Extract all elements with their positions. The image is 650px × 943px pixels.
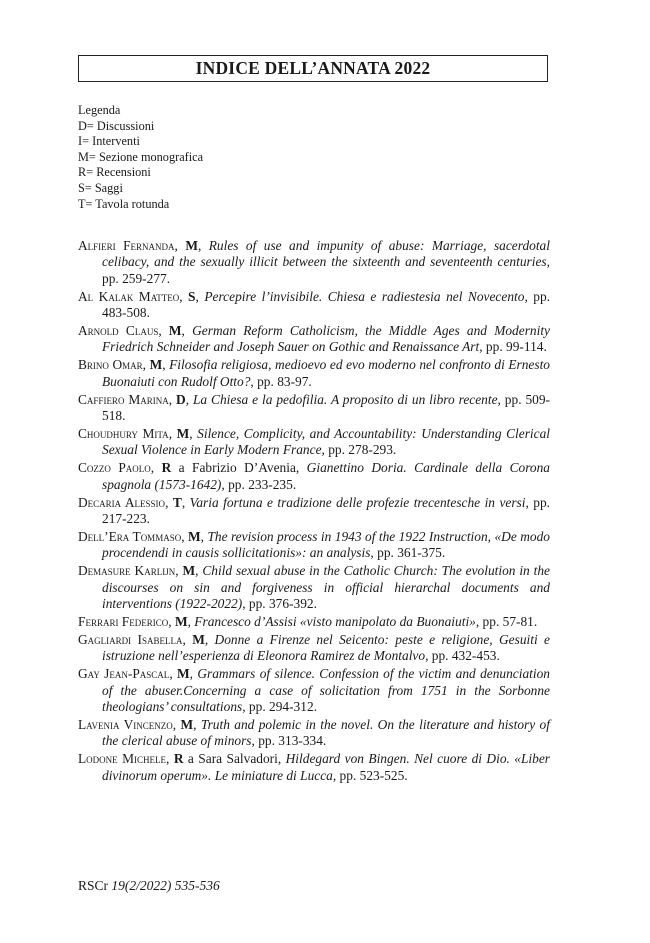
index-entries xyxy=(78,238,550,786)
volume-pages: 19(2/2022) 535-536 xyxy=(111,878,220,893)
entry-pages: , pp. 217-223. xyxy=(102,494,551,526)
entry-author: Cozzo Paolo xyxy=(78,460,151,476)
index-entry: Ferrari Federico, M, Francesco d’Assisi «visto manipolato da Buonaiuti», pp. 57-81. xyxy=(78,613,538,629)
entry-author: Brino Omar xyxy=(78,357,143,373)
entry-author: Dell’Era Tommaso xyxy=(78,528,182,544)
entry-section: R xyxy=(161,460,172,476)
entry-section: M xyxy=(188,528,201,544)
index-entry: Brino Omar, M, Filosofia religiosa, medioevo ed evo moderno nel confronto di Ernesto Buonaiuti con Rudolf Otto?, pp. 83-97. xyxy=(78,357,550,389)
entry-section: M xyxy=(168,323,182,339)
entry-author: Lavenia Vincenzo xyxy=(78,716,173,732)
entry-pages: , pp. 57-81. xyxy=(475,613,538,629)
entry-work: Francesco d’Assisi «visto manipolato da Buonaiuti» xyxy=(194,613,476,629)
index-entry: Lavenia Vincenzo, M, Truth and polemic in the novel. On the literature and history of the clerical abuse of minors, pp. 313-334. xyxy=(78,716,550,749)
entry-pages: , pp. 361-375. xyxy=(370,545,446,561)
entry-work: Percepire l’invisibile. Chiesa e radiestesia nel Novecento xyxy=(204,288,525,304)
journal-abbreviation: RSCr xyxy=(78,878,109,893)
entry-work: The revision process in 1943 of the 1922 Instruction, «De modo procendendi in causis sollicitationis»: an analysis xyxy=(102,528,550,561)
legend-item: R= Recensioni xyxy=(78,165,151,180)
entry-work: Filosofia religiosa, medioevo ed evo moderno nel confronto di Ernesto Buonaiuti con Rudolf Otto? xyxy=(102,357,550,389)
entry-work: Rules of use and impunity of abuse: Marriage, sacerdotal celibacy, and the sexually illicit between the sixteenth and seventeenth centuries xyxy=(102,238,550,270)
entry-pages: , pp. 99-114. xyxy=(479,339,547,355)
entry-pages: , pp. 483-508. xyxy=(102,288,551,321)
entry-pages: , pp. 294-312. xyxy=(242,698,317,714)
entry-author: Gay Jean-Pascal xyxy=(78,666,170,682)
index-entry: Arnold Claus, M, German Reform Catholicism, the Middle Ages and Modernity Friedrich Schneider and Joseph Sauer on Gothic and Renaissance Art, pp. 99-114. xyxy=(78,323,550,355)
page-footer xyxy=(78,878,220,894)
legend-item: M= Sezione monografica xyxy=(78,149,204,164)
entry-pages: , pp. 523-525. xyxy=(332,767,408,783)
entry-work: Varia fortuna e tradizione delle profezie trecentesche in versi xyxy=(189,494,526,510)
entry-section: M xyxy=(182,563,196,579)
entry-pre: a Fabrizio D’Avenia, xyxy=(171,460,307,476)
entry-author: Lodone Michele xyxy=(78,751,167,767)
index-entry: Al Kalak Matteo, S, Percepire l’invisibile. Chiesa e radiestesia nel Novecento, pp. 483-508. xyxy=(78,288,551,321)
index-entry: Cozzo Paolo, R a Fabrizio D’Avenia, Gianettino Doria. Cardinale della Corona spagnola (1573-1642), pp. 233-235. xyxy=(78,460,550,492)
index-entry: Dell’Era Tommaso, M, The revision process in 1943 of the 1922 Instruction, «De modo procendendi in causis sollicitationis»: an analysis, pp. 361-375. xyxy=(78,528,550,561)
entry-work: German Reform Catholicism, the Middle Ages and Modernity Friedrich Schneider and Joseph Sauer on Gothic and Renaissance Art xyxy=(102,323,550,355)
entry-pages: , pp. 278-293. xyxy=(321,442,397,458)
entry-section: M xyxy=(174,613,188,629)
entry-author: Alfieri Fernanda xyxy=(78,238,175,253)
index-entry: Gagliardi Isabella, M, Donne a Firenze nel Seicento: peste e religione, Gesuiti e istruzione nell’esperienza di Eleonora Ramirez de Montalvo, pp. 432-453. xyxy=(78,631,550,664)
entry-pages: , pp. 259-277. xyxy=(102,254,550,286)
entry-work: La Chiesa e la pedofilia. A proposito di un libro recente xyxy=(192,391,498,407)
index-title-box xyxy=(78,55,548,82)
entry-pages: , pp. 509-518. xyxy=(102,391,551,424)
index-entry: Demasure Karlijn, M, Child sexual abuse in the Catholic Church: The evolution in the discourses on sin and forgiveness in official hierarchal documents and interventions (1922-2022), pp. 376-392. xyxy=(78,563,550,612)
entry-author: Al Kalak Matteo xyxy=(78,288,180,304)
index-entry: Alfieri Fernanda, M, Rules of use and impunity of abuse: Marriage, sacerdotal celibacy, and the sexually illicit between the sixteenth and seventeenth centuries, pp. 259-277. xyxy=(78,238,550,286)
entry-work: Gianettino Doria. Cardinale della Corona spagnola (1573-1642) xyxy=(102,460,550,492)
entry-work: Silence, Complicity, and Accountability: Understanding Clerical Sexual Violence in Early Modern France xyxy=(102,425,550,458)
entry-pages: , pp. 313-334. xyxy=(251,733,327,749)
entry-work: Grammars of silence. Confession of the victim and denunciation of the abuser.Concerning a case of solicitation from 1751 in the Sorbonne theologians’ consultations xyxy=(102,666,550,714)
entry-section: M xyxy=(149,357,163,373)
page-title: INDICE DELL’ANNATA 2022 xyxy=(195,58,431,78)
entry-pre: a Sara Salvadori, xyxy=(183,751,286,767)
entry-author: Decaria Alessio xyxy=(78,494,166,510)
entry-section: T xyxy=(172,494,182,510)
entry-section: D xyxy=(176,391,186,407)
entry-pages: , pp. 432-453. xyxy=(425,648,500,664)
entry-author: Choudhury Mita xyxy=(78,425,169,441)
legend xyxy=(78,103,203,212)
entry-section: M xyxy=(177,666,190,682)
entry-work: Truth and polemic in the novel. On the literature and history of the clerical abuse of minors xyxy=(102,716,550,749)
entry-pages: , pp. 233-235. xyxy=(221,476,297,492)
entry-author: Demasure Karlijn xyxy=(78,563,176,579)
legend-item: S= Saggi xyxy=(78,180,123,195)
index-entry: Choudhury Mita, M, Silence, Complicity, and Accountability: Understanding Clerical Sexual Violence in Early Modern France, pp. 278-293. xyxy=(78,425,550,458)
entry-author: Arnold Claus xyxy=(78,323,159,339)
entry-section: M xyxy=(176,425,190,441)
entry-section: M xyxy=(185,238,198,253)
entry-work: Child sexual abuse in the Catholic Church: The evolution in the discourses on sin and forgiveness in official hierarchal documents and interventions (1922-2022) xyxy=(102,563,550,612)
entry-author: Ferrari Federico xyxy=(78,613,169,629)
entry-section: R xyxy=(173,751,184,767)
legend-item: D= Discussioni xyxy=(78,118,155,133)
entry-section: M xyxy=(180,716,194,732)
entry-work: Donne a Firenze nel Seicento: peste e religione, Gesuiti e istruzione nell’esperienza di Eleonora Ramirez de Montalvo xyxy=(102,631,550,664)
entry-work: Hildegard von Bingen. Nel cuore di Dio. «Liber divinorum operum». Le miniature di Lucca xyxy=(102,751,551,783)
entry-section: M xyxy=(192,631,205,647)
legend-item: I= Interventi xyxy=(78,134,140,149)
legend-item: T= Tavola rotunda xyxy=(78,196,170,211)
index-entry: Lodone Michele, R a Sara Salvadori, Hildegard von Bingen. Nel cuore di Dio. «Liber divinorum operum». Le miniature di Lucca, pp. 523-525. xyxy=(78,751,551,783)
index-entry: Decaria Alessio, T, Varia fortuna e tradizione delle profezie trecentesche in versi, pp. 217-223. xyxy=(78,494,551,526)
entry-pages: , pp. 376-392. xyxy=(242,596,317,612)
index-entry: Caffiero Marina, D, La Chiesa e la pedofilia. A proposito di un libro recente, pp. 509-518. xyxy=(78,391,551,424)
entry-author: Caffiero Marina xyxy=(78,391,169,407)
entry-author: Gagliardi Isabella xyxy=(78,631,183,647)
entry-section: S xyxy=(188,288,196,304)
index-entry: Gay Jean-Pascal, M, Grammars of silence. Confession of the victim and denunciation of the abuser.Concerning a case of solicitation from 1751 in the Sorbonne theologians’ consultations, pp. 294-312. xyxy=(78,666,550,714)
entry-pages: , pp. 83-97. xyxy=(250,373,312,389)
legend-title: Legenda xyxy=(78,103,121,117)
